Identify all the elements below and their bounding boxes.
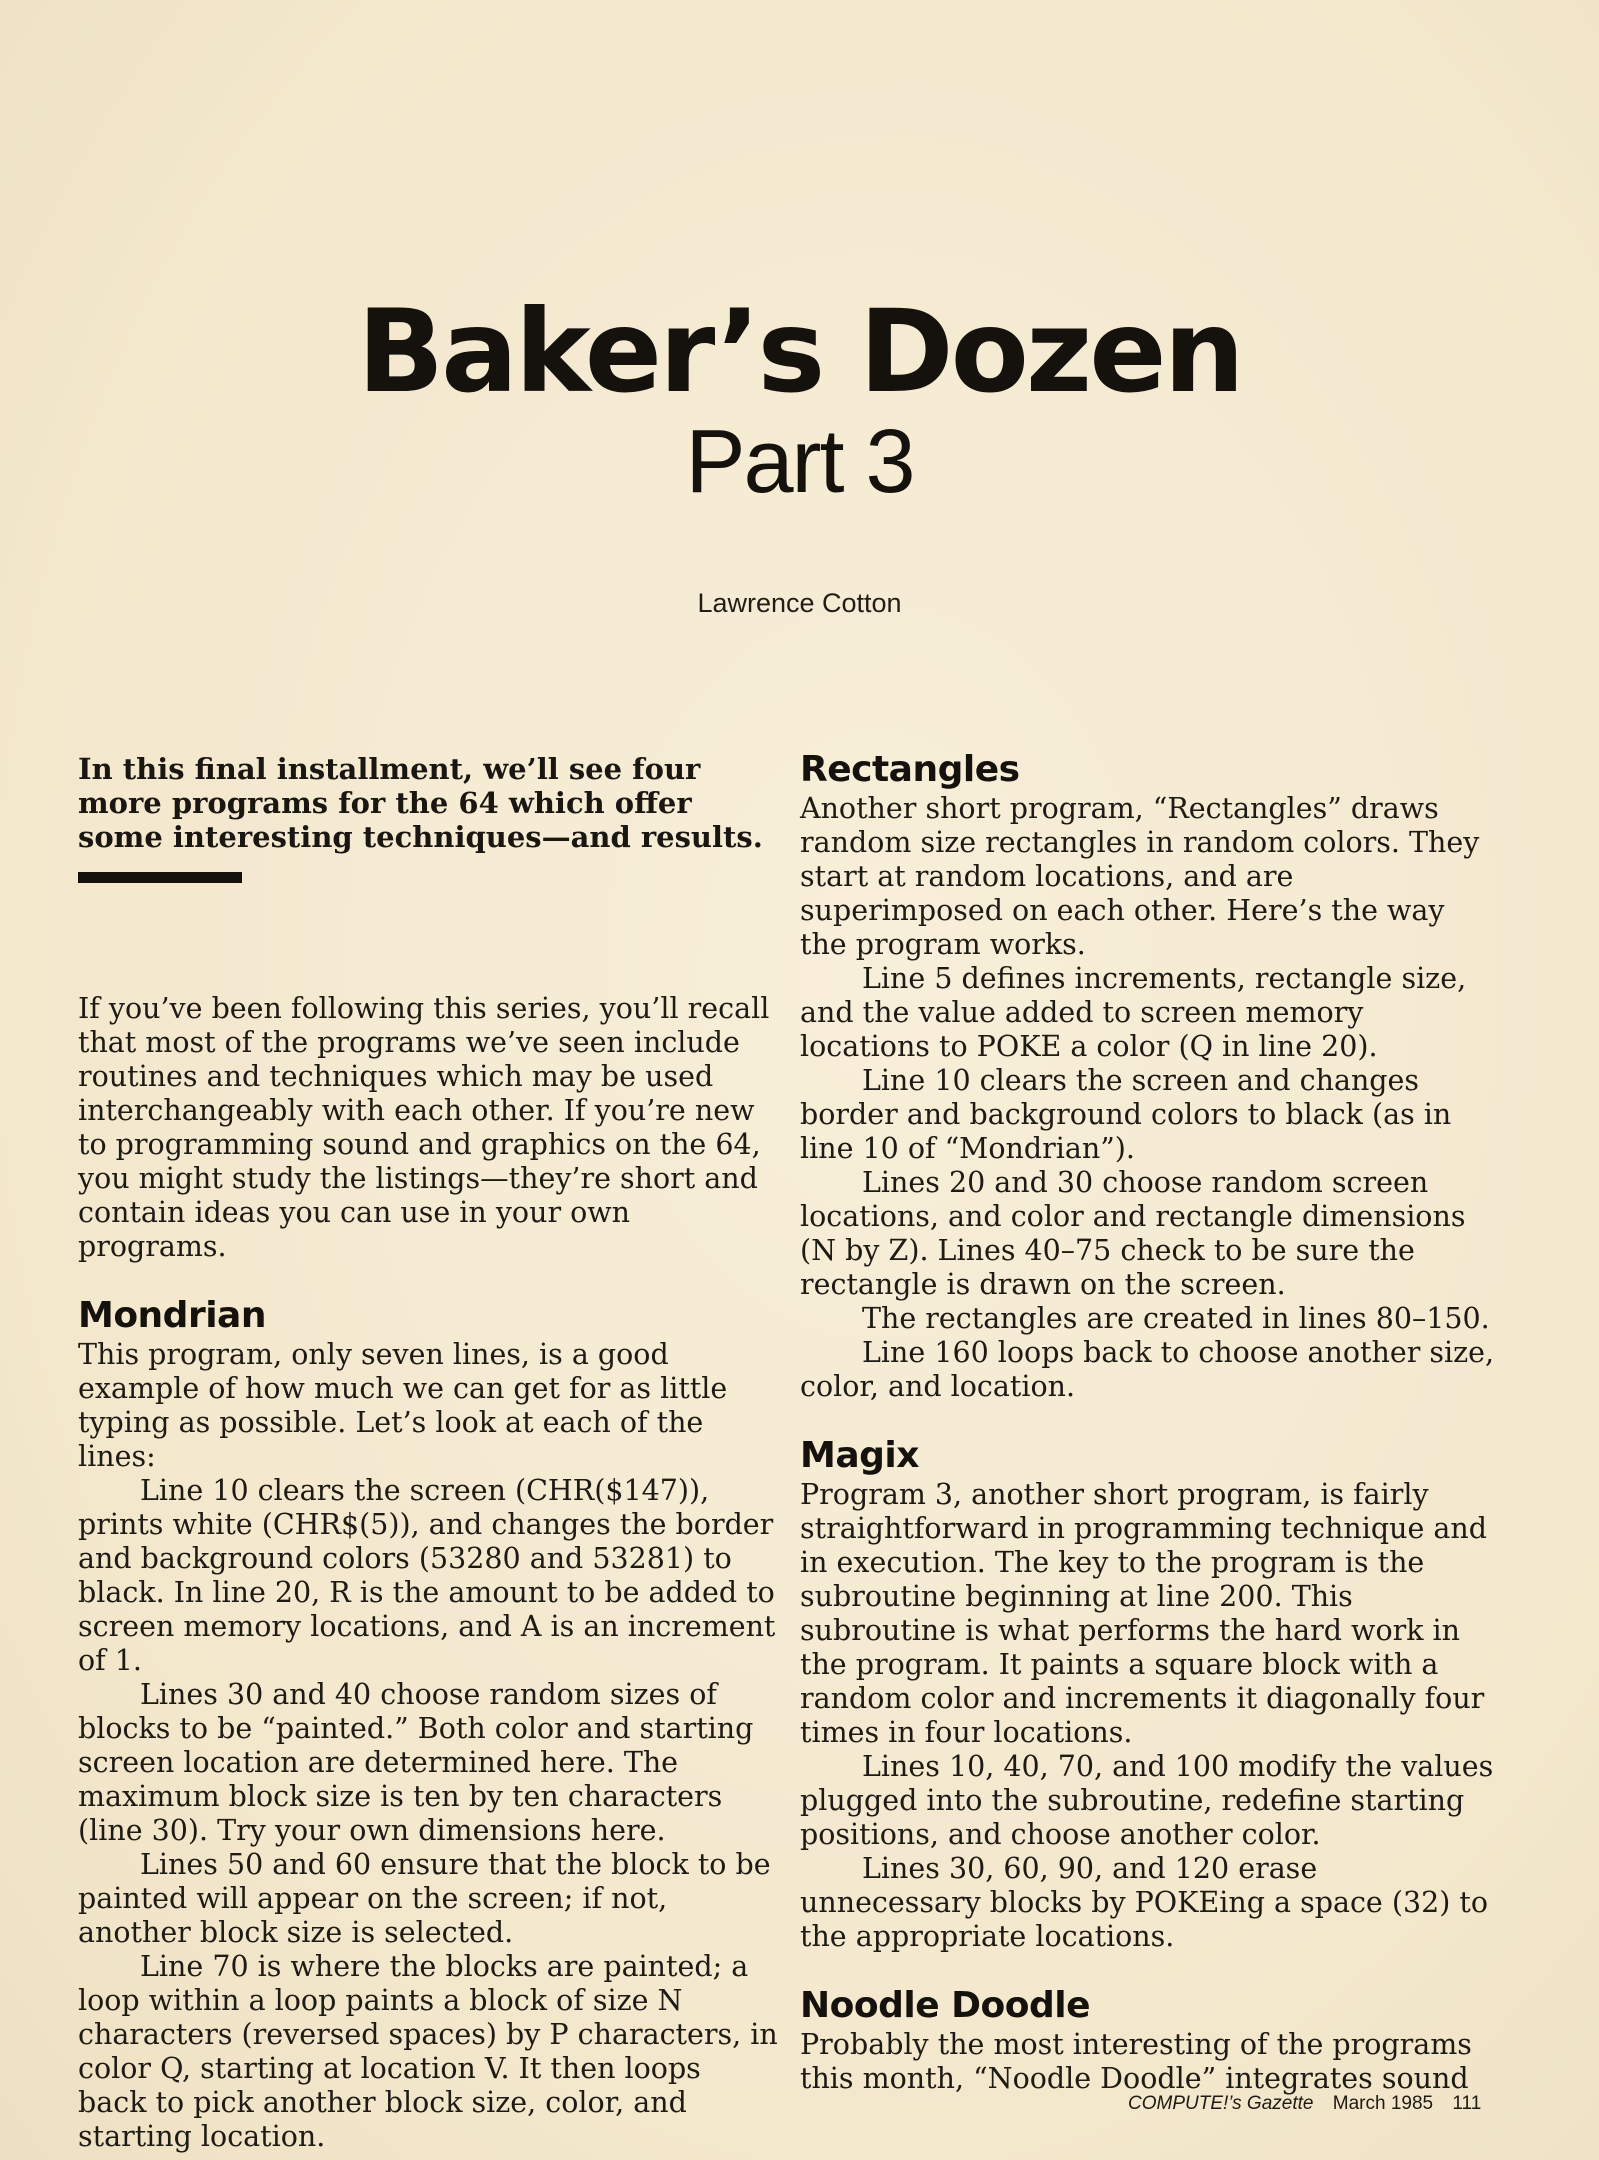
paragraph: Line 70 is where the blocks are painted; a loop within a loop paints a block of size N characters (reversed spaces) by P characters, in color Q, starting at location V. It then loops back to pick another block size, color, and starting location. — [78, 1950, 778, 2153]
section-heading-rectangles: Rectangles — [800, 749, 1020, 790]
paragraph: Lines 10, 40, 70, and 100 modify the values plugged into the subroutine, redefine starting positions, and choose another color. — [800, 1750, 1494, 1851]
paragraph: Line 160 loops back to choose another size, color, and location. — [800, 1336, 1495, 1403]
paragraph: Lines 30 and 40 choose random sizes of blocks to be “painted.” Both color and starting screen location are determined here. The maximum block size is ten by ten characters (line 30). Try your own dimensions here. — [78, 1678, 754, 1847]
paragraph: Another short program, “Rectangles” draws random size rectangles in random colors. They start at random locations, and are superimposed on each other. Here’s the way the program works. — [800, 792, 1480, 961]
paragraph: Line 5 defines increments, rectangle size, and the value added to screen memory locations to POKE a color (Q in line 20). — [800, 962, 1467, 1063]
column-left — [78, 992, 778, 2154]
section-heading-magix: Magix — [800, 1435, 919, 1476]
page-number: 111 — [1452, 2093, 1482, 2114]
paragraph: This program, only seven lines, is a good example of how much we can get for as little typing as possible. Let’s look at each of the lines: — [78, 1338, 728, 1473]
intro-rule — [78, 872, 242, 883]
section-heading-noodle-doodle: Noodle Doodle — [800, 1985, 1091, 2026]
paragraph: Line 10 clears the screen and changes border and background colors to black (as in line 10 of “Mondrian”). — [800, 1064, 1452, 1165]
paragraph: Line 10 clears the screen (CHR($147)), prints white (CHR$(5)), and changes the border and background colors (53280 and 53281) to black. In line 20, R is the amount to be added to screen memory locations, and A is an increment of 1. — [78, 1474, 776, 1677]
paragraph: Probably the most interesting of the programs this month, “Noodle Doodle” integrates sound — [800, 2028, 1472, 2095]
paragraph: Program 3, another short program, is fairly straightforward in programming technique and in execution. The key to the program is the subroutine beginning at line 200. This subroutine is what performs the hard work in the program. It paints a square block with a random color and increments it diagonally four times in four locations. — [800, 1478, 1487, 1749]
paragraph: The rectangles are created in lines 80–150. — [862, 1302, 1490, 1335]
series-paragraph: If you’ve been following this series, you’ll recall that most of the programs we’ve seen include routines and techniques which may be used interchangeably with each other. If you’re new to programming sound and graphics on the 64, you might study the listings—they’re short and contain ideas you can use in your own programs. — [78, 992, 770, 1263]
article-subtitle: Part 3 — [685, 412, 914, 512]
column-right — [800, 748, 1500, 2096]
section-heading-mondrian: Mondrian — [78, 1295, 266, 1336]
footer-date: March 1985 — [1332, 2093, 1434, 2114]
paragraph: Lines 50 and 60 ensure that the block to be painted will appear on the screen; if not, another block size is selected. — [78, 1848, 771, 1949]
article-title: Baker’s Dozen — [357, 285, 1242, 418]
author-byline: Lawrence Cotton — [697, 588, 902, 618]
paragraph: Lines 30, 60, 90, and 120 erase unnecessary blocks by POKEing a space (32) to the appropriate locations. — [800, 1852, 1489, 1953]
intro-blurb: In this final installment, we’ll see four more programs for the 64 which offer some interesting techniques—and results. — [78, 752, 763, 854]
footer-magazine: COMPUTE!’s Gazette — [1128, 2093, 1314, 2114]
paragraph: Lines 20 and 30 choose random screen locations, and color and rectangle dimensions (N by Z). Lines 40–75 check to be sure the rectangle is drawn on the screen. — [800, 1166, 1466, 1301]
page-footer — [1128, 2093, 1495, 2115]
